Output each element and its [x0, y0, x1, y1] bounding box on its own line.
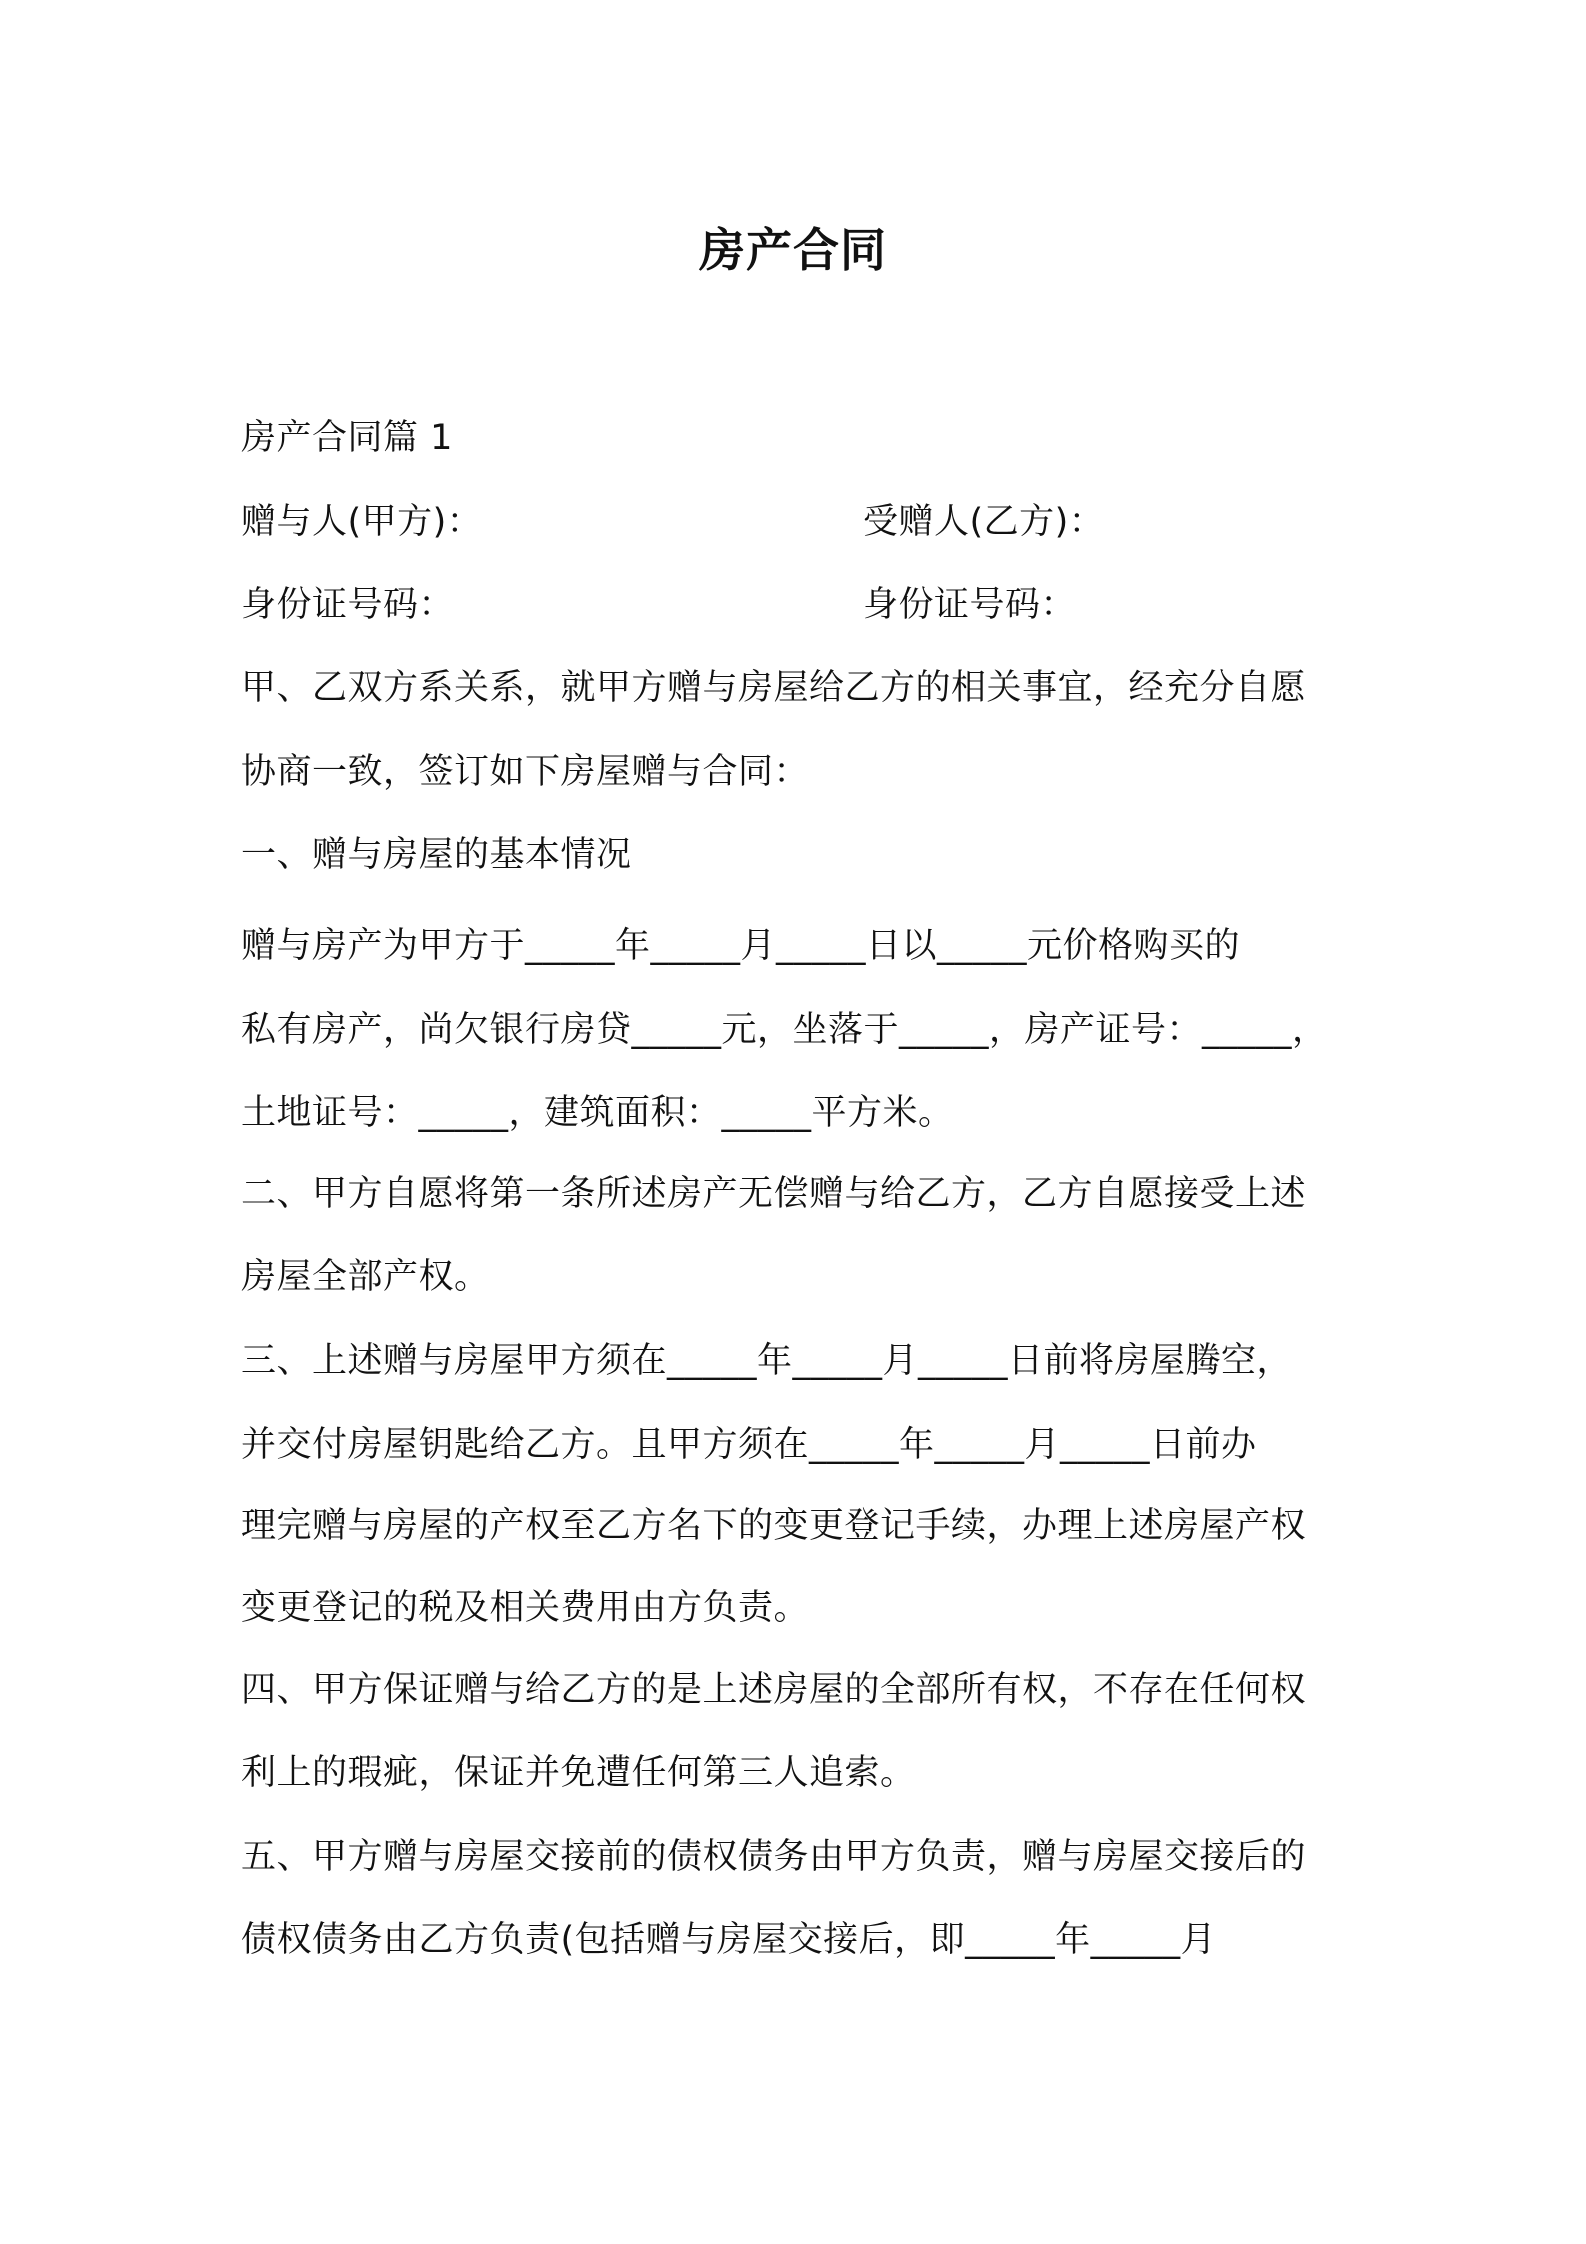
paragraph-line: 协商一致，签订如下房屋赠与合同：: [241, 752, 810, 792]
section-heading: 房产合同篇 1: [241, 418, 453, 458]
donor-label: 赠与人(甲方)：: [241, 502, 483, 542]
paragraph-line: 利上的瑕疵，保证并免遭任何第三人追索。: [241, 1753, 916, 1793]
paragraph-line: 并交付房屋钥匙给乙方。且甲方须在_____年_____月_____日前办: [241, 1425, 1257, 1465]
paragraph-line: 房屋全部产权。: [241, 1257, 490, 1297]
paragraph-line: 私有房产，尚欠银行房贷_____元，坐落于_____，房产证号：_____，: [241, 1010, 1328, 1050]
paragraph-line: 土地证号：_____，建筑面积：_____平方米。: [241, 1093, 954, 1133]
document-title: 房产合同: [699, 223, 887, 277]
donee-id-label: 身份证号码：: [863, 585, 1077, 625]
clause-heading: 一、赠与房屋的基本情况: [241, 835, 632, 875]
paragraph-line: 理完赠与房屋的产权至乙方名下的变更登记手续，办理上述房屋产权: [241, 1506, 1307, 1546]
paragraph-line: 债权债务由乙方负责(包括赠与房屋交接后，即_____年_____月: [241, 1920, 1217, 1960]
paragraph-line: 三、上述赠与房屋甲方须在_____年_____月_____日前将房屋腾空，: [241, 1341, 1293, 1381]
paragraph-line: 赠与房产为甲方于_____年_____月_____日以_____元价格购买的: [241, 926, 1241, 966]
donee-label: 受赠人(乙方)：: [863, 502, 1105, 542]
paragraph-line: 五、甲方赠与房屋交接前的债权债务由甲方负责，赠与房屋交接后的: [241, 1837, 1307, 1877]
paragraph-line: 甲、乙双方系关系，就甲方赠与房屋给乙方的相关事宜，经充分自愿: [241, 668, 1307, 708]
paragraph-line: 二、甲方自愿将第一条所述房产无偿赠与给乙方，乙方自愿接受上述: [241, 1174, 1307, 1214]
party-row: [241, 498, 1361, 546]
id-row: [241, 581, 1361, 629]
paragraph-line: 变更登记的税及相关费用由方负责。: [241, 1588, 810, 1628]
paragraph-line: 四、甲方保证赠与给乙方的是上述房屋的全部所有权，不存在任何权: [241, 1670, 1307, 1710]
donor-id-label: 身份证号码：: [241, 585, 455, 625]
